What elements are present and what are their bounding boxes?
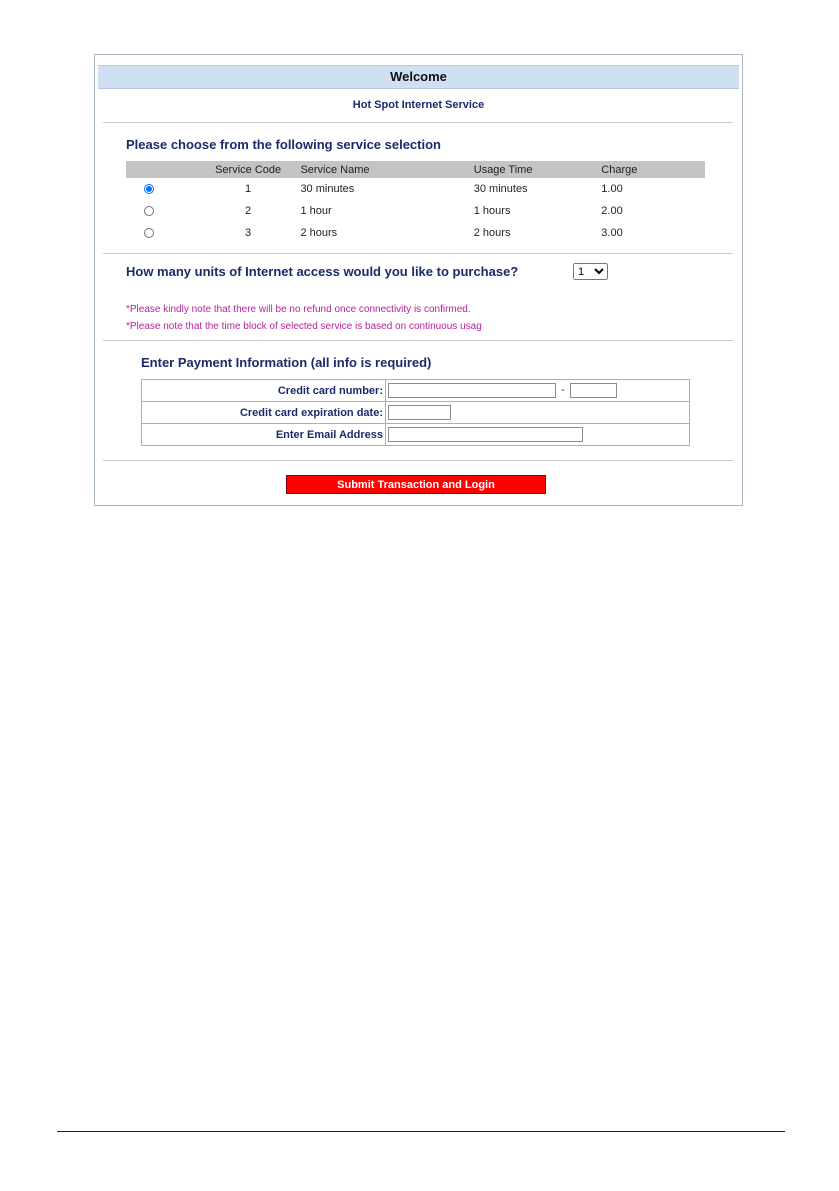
refund-note: *Please kindly note that there will be no refund once connectivity is confirmed. [126, 304, 471, 315]
form-row [142, 380, 690, 402]
column-header-usage: Usage Time [474, 161, 602, 178]
column-header-code: Service Code [198, 161, 299, 178]
service-name: 1 hour [300, 205, 332, 217]
divider [103, 340, 733, 341]
card-number-label: Credit card number: [142, 380, 386, 402]
card-number-suffix-input[interactable] [570, 383, 617, 398]
units-question: How many units of Internet access would you like to purchase? [126, 264, 519, 279]
expiration-date-input[interactable] [388, 405, 451, 420]
form-row [142, 424, 690, 446]
welcome-header: Welcome [98, 65, 739, 89]
charge: 2.00 [601, 205, 623, 217]
service-name: 2 hours [300, 227, 338, 239]
service-radio-2[interactable] [144, 206, 154, 216]
units-select[interactable] [573, 263, 608, 280]
card-separator: - [561, 384, 565, 397]
service-subtitle: Hot Spot Internet Service [352, 99, 485, 111]
submit-button[interactable]: Submit Transaction and Login [286, 475, 546, 494]
table-row [126, 222, 705, 244]
usage-note: *Please note that the time block of selected service is based on continuous usag [126, 321, 482, 332]
email-input[interactable] [388, 427, 583, 442]
service-selection-title: Please choose from the following service selection [126, 137, 441, 152]
table-row [126, 200, 705, 222]
charge: 3.00 [601, 227, 623, 239]
service-radio-3[interactable] [144, 228, 154, 238]
expiration-date-label: Credit card expiration date: [142, 402, 386, 424]
divider [103, 122, 733, 123]
footer-rule [57, 1131, 785, 1132]
usage-time: 2 hours [473, 227, 511, 239]
usage-time: 1 hours [473, 205, 511, 217]
column-header-charge: Charge [601, 161, 705, 178]
divider [103, 460, 733, 461]
charge: 1.00 [601, 183, 623, 195]
service-code: 1 [245, 183, 252, 195]
service-code: 3 [245, 227, 252, 239]
service-radio-1[interactable] [144, 184, 154, 194]
column-header-name: Service Name [298, 161, 473, 178]
payment-form [141, 379, 690, 446]
service-panel [94, 54, 743, 506]
table-row [126, 178, 705, 200]
usage-time: 30 minutes [473, 183, 528, 195]
card-number-input[interactable] [388, 383, 556, 398]
service-table-header [126, 161, 705, 178]
payment-title: Enter Payment Information (all info is required) [141, 355, 432, 370]
column-header-select [126, 161, 198, 178]
email-label: Enter Email Address [142, 424, 386, 446]
divider [103, 253, 733, 254]
form-row [142, 402, 690, 424]
service-name: 30 minutes [300, 183, 355, 195]
service-code: 2 [245, 205, 252, 217]
service-table [126, 161, 705, 244]
